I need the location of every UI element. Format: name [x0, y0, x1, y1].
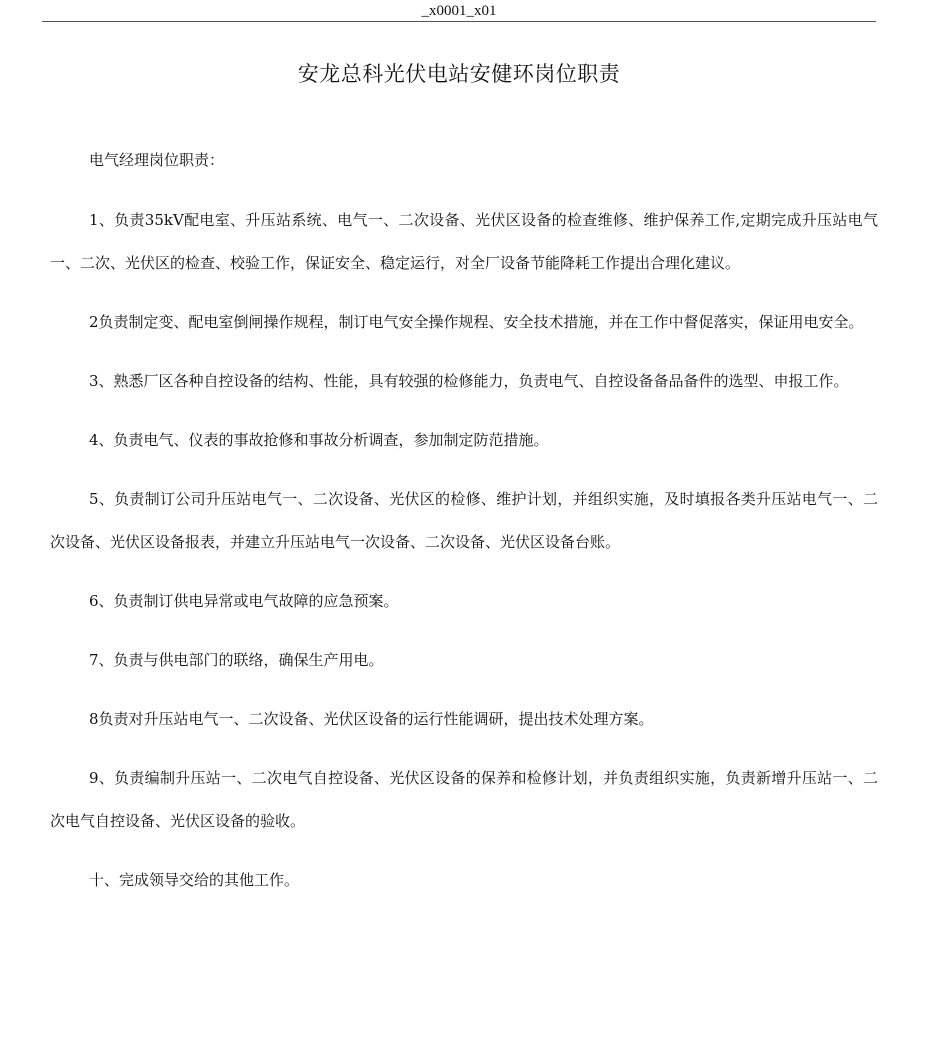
- duty-item-2: 2负责制定变、配电室倒闸操作规程，制订电气安全操作规程、安全技术措施，并在工作中督促落实，保证用电安全。: [89, 313, 864, 331]
- duty-item-6: 6、负责制订供电异常或电气故障的应急预案。: [89, 592, 399, 610]
- section-heading: 电气经理岗位职责：: [89, 151, 225, 169]
- page-header: _x0001_x01: [421, 3, 497, 19]
- duty-item-9: 9、负责编制升压站一、二次电气自控设备、光伏区设备的保养和检修计划，并负责组织实施，负责新增升压站一、二次电气自控设备、光伏区设备的验收。: [50, 769, 878, 830]
- document-title: 安龙总科光伏电站安健环岗位职责: [297, 62, 621, 86]
- duty-item-4: 4、负责电气、仪表的事故抢修和事故分析调查，参加制定防范措施。: [89, 431, 549, 449]
- duty-item-1: 1、负责35kV配电室、升压站系统、电气一、二次设备、光伏区设备的检查维修、维护保养工作,定期完成升压站电气一、二次、光伏区的检查、校验工作，保证安全、稳定运行，对全厂设备节能降耗工作提出合理化建议。: [50, 211, 878, 272]
- duty-item-7: 7、负责与供电部门的联络，确保生产用电。: [89, 651, 384, 669]
- duty-item-8: 8负责对升压站电气一、二次设备、光伏区设备的运行性能调研，提出技术处理方案。: [89, 710, 654, 728]
- header-divider: [42, 21, 876, 22]
- duty-item-3: 3、熟悉厂区各种自控设备的结构、性能，具有较强的检修能力，负责电气、自控设备备品备件的选型、申报工作。: [89, 372, 849, 390]
- document-body: [50, 139, 878, 918]
- duty-item-5: 5、负责制订公司升压站电气一、二次设备、光伏区的检修、维护计划，并组织实施，及时填报各类升压站电气一、二次设备、光伏区设备报表，并建立升压站电气一次设备、二次设备、光伏区设备台账。: [50, 490, 878, 551]
- duty-item-10: 十、完成领导交给的其他工作。: [89, 871, 300, 889]
